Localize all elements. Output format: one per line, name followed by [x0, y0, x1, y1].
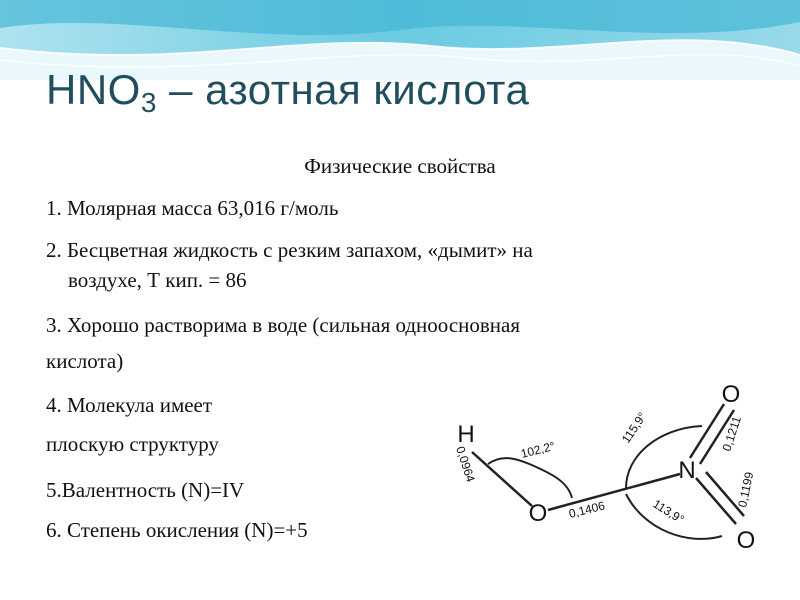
bond-n-o-top: [690, 404, 724, 458]
list-item: 5.Валентность (N)=IV: [46, 478, 245, 502]
slide-title: [46, 66, 529, 119]
title-subscript: 3: [140, 87, 157, 118]
list-item-continuation: воздухе, Т кип. = 86: [68, 268, 247, 292]
section-heading: Физические свойства: [304, 154, 496, 178]
bond-length-h-o: 0,0964: [453, 444, 478, 484]
atom-o-bridge: O: [528, 500, 548, 527]
list-item: 3. Хорошо растворима в воде (сильная одноосновная: [46, 313, 521, 337]
atom-n: N: [678, 457, 696, 484]
list-item: 1. Молярная масса 63,016 г/моль: [46, 196, 339, 220]
atom-o-top: O: [721, 381, 741, 408]
list-item: 2. Бесцветная жидкость с резким запахом, «дымит» на: [46, 238, 533, 262]
list-item: 6. Степень окисления (N)=+5: [46, 518, 308, 542]
angle-label-h-o-n: 102,2°: [519, 438, 557, 461]
title-formula: HNO: [46, 66, 141, 113]
atom-h: H: [457, 421, 475, 448]
bond-length-n-o-top: 0,1211: [719, 414, 744, 453]
atom-o-bottom: O: [736, 527, 756, 554]
list-item: 4. Молекула имеет: [46, 393, 213, 417]
bond-length-o-n: 0,1406: [567, 498, 607, 521]
angle-label-o-n-o-top: 115,9°: [618, 409, 650, 446]
list-item-continuation: плоскую структуру: [46, 432, 219, 456]
title-text: – азотная кислота: [156, 66, 530, 113]
list-item-continuation: кислота): [46, 349, 124, 373]
bond-length-n-o-bottom: 0,1199: [735, 470, 757, 509]
nitric-acid-structure-diagram: [430, 360, 800, 585]
angle-label-o-n-o-bottom: 113,9°: [650, 496, 687, 527]
